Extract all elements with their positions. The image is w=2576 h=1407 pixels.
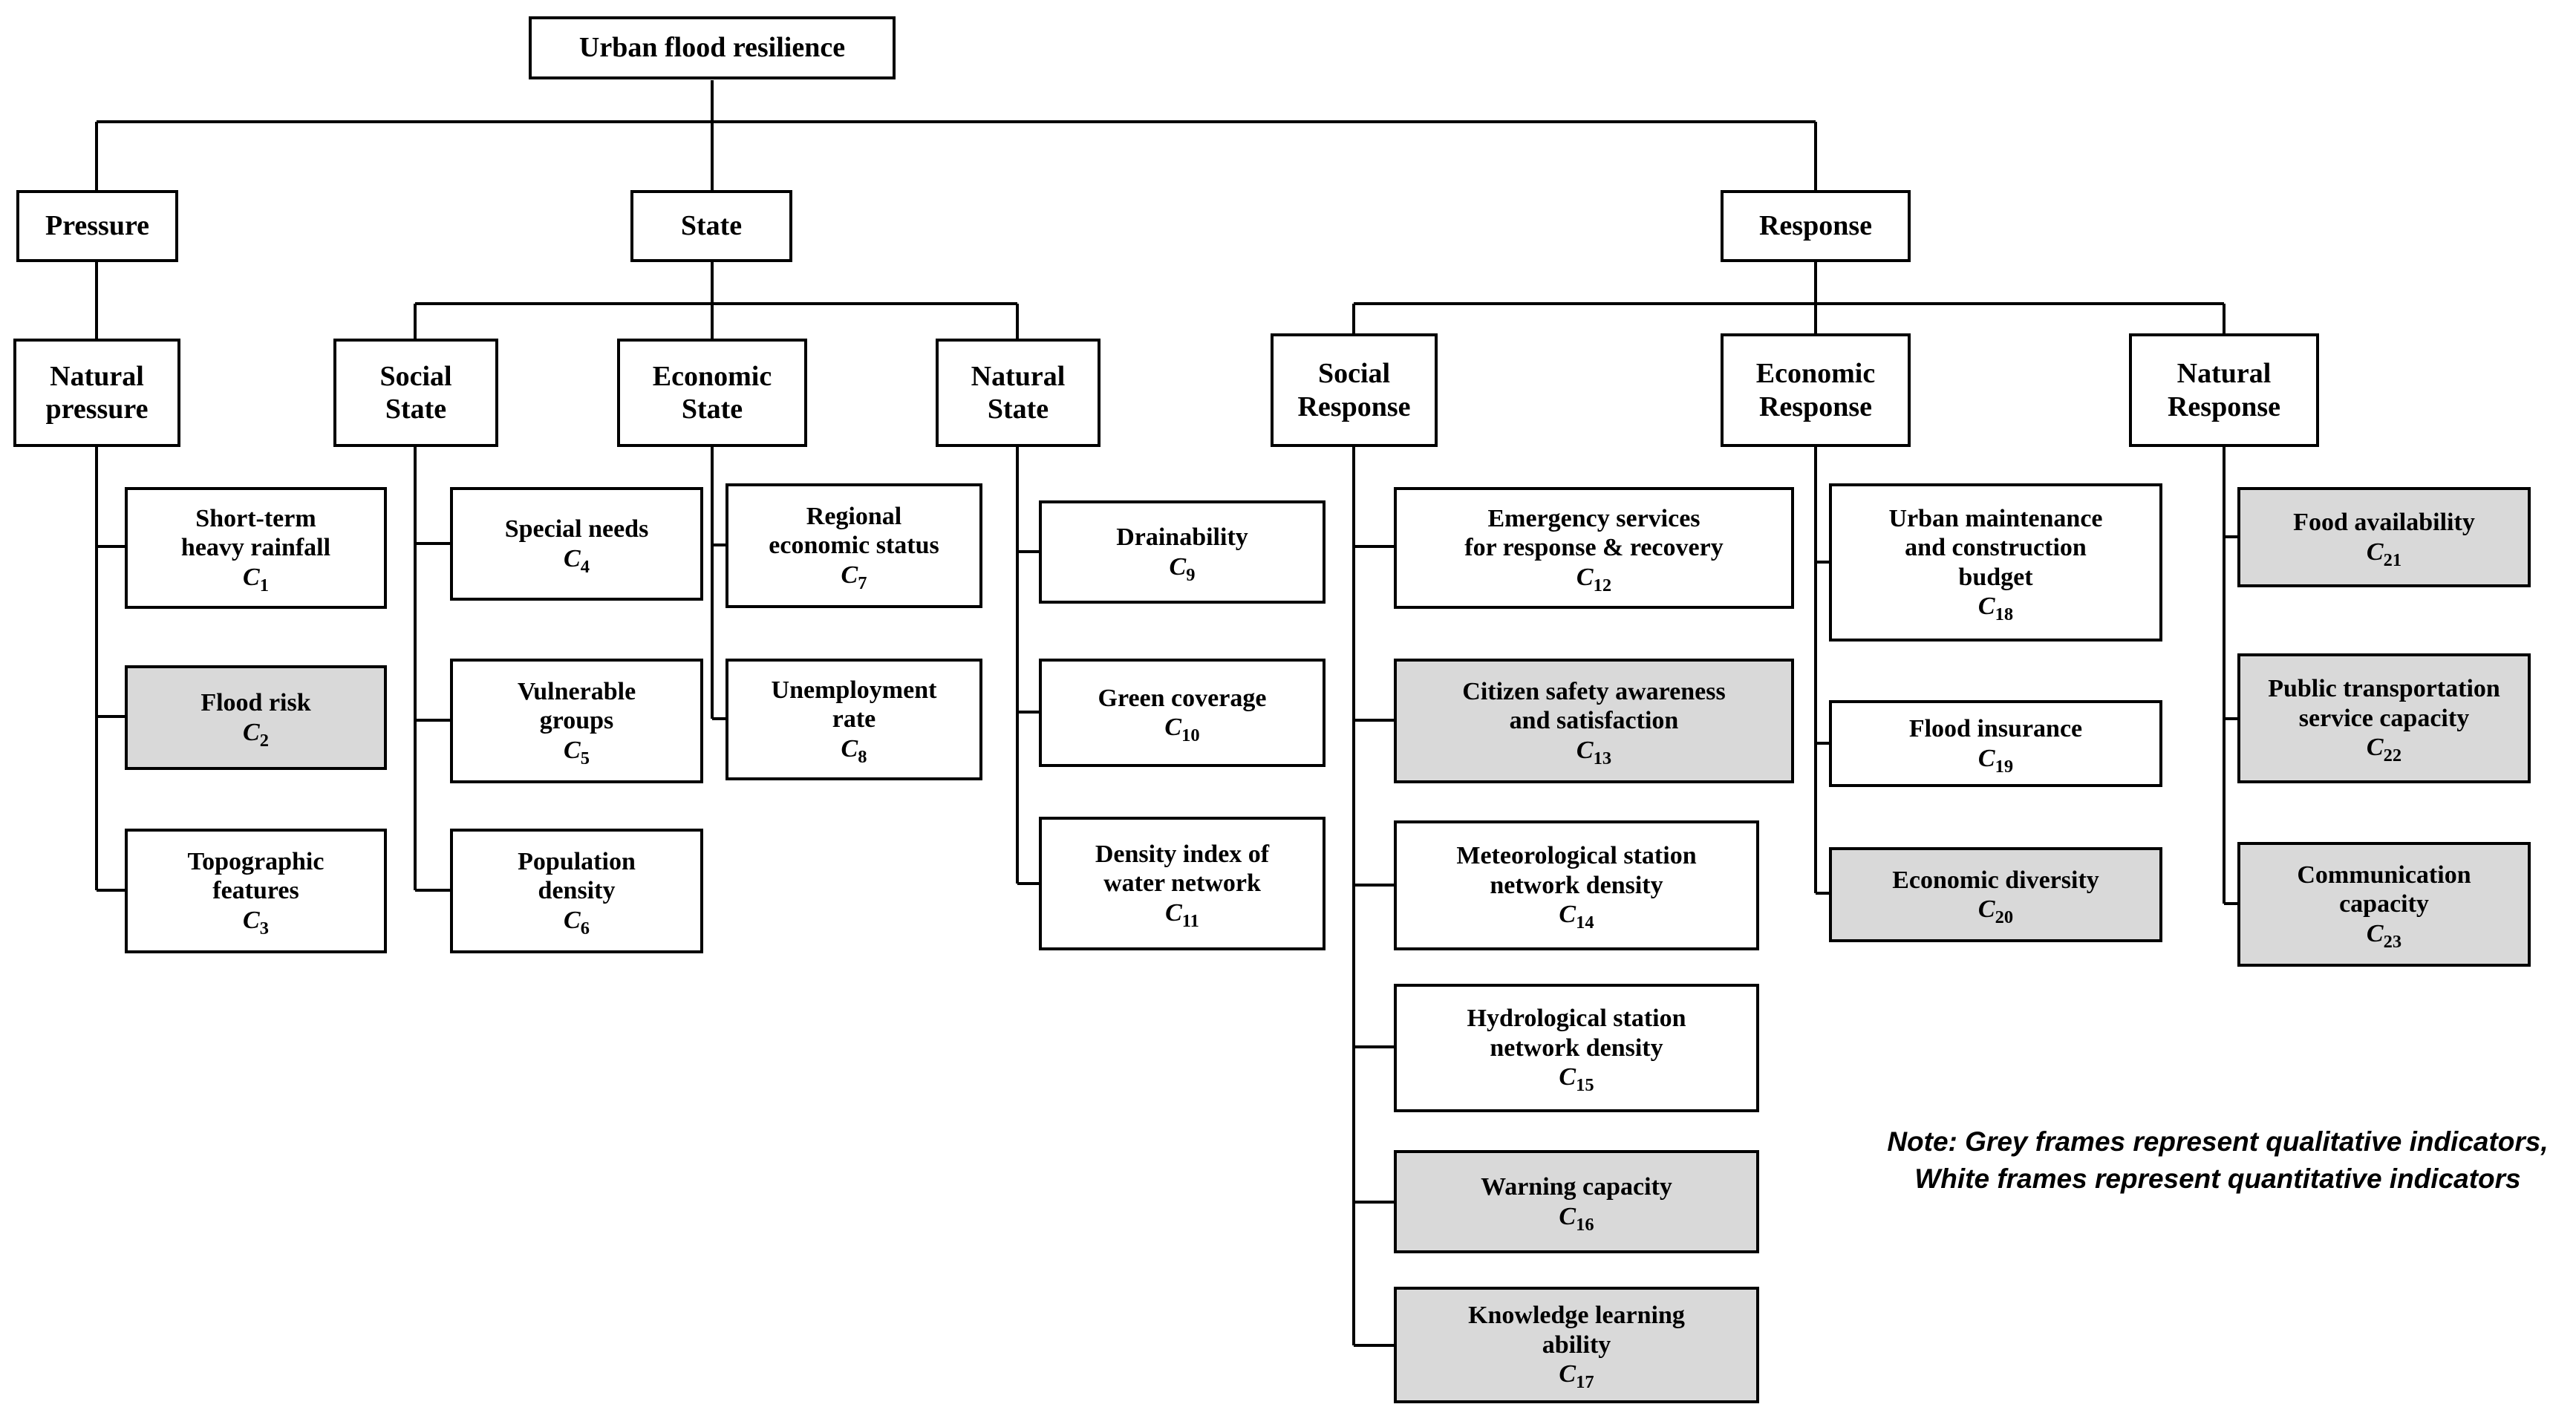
node-label-line: Hydrological station bbox=[1467, 1005, 1686, 1033]
indicator-code-subscript: 13 bbox=[1593, 748, 1612, 768]
node-c12 bbox=[1394, 487, 1794, 609]
indicator-code bbox=[1559, 900, 1594, 933]
indicator-code-subscript: 4 bbox=[580, 556, 590, 577]
node-pressure bbox=[16, 190, 178, 262]
indicator-code-subscript: 18 bbox=[1995, 604, 2014, 624]
node-label-line: ability bbox=[1542, 1331, 1611, 1359]
indicator-code-subscript: 14 bbox=[1576, 913, 1594, 933]
indicator-code-letter: C bbox=[2366, 734, 2384, 762]
node-label-line: State bbox=[681, 394, 743, 425]
node-c13 bbox=[1394, 659, 1794, 783]
node-label-line: Unemployment bbox=[771, 676, 937, 704]
indicator-code-letter: C bbox=[1559, 1360, 1576, 1388]
node-label-line: Economic bbox=[652, 360, 772, 392]
indicator-code bbox=[1977, 895, 2014, 927]
indicator-code-letter: C bbox=[1576, 563, 1594, 591]
node-label-line: Flood risk bbox=[200, 689, 311, 717]
node-label-line: density bbox=[538, 877, 616, 905]
indicator-code-subscript: 22 bbox=[2383, 745, 2402, 766]
indicator-code-letter: C bbox=[243, 718, 260, 746]
indicator-code-letter: C bbox=[841, 561, 858, 589]
node-label-line: Population bbox=[518, 847, 636, 875]
node-response bbox=[1721, 190, 1911, 262]
node-label-line: rate bbox=[832, 705, 876, 734]
node-c15 bbox=[1394, 984, 1759, 1112]
indicator-code-subscript: 21 bbox=[2383, 549, 2402, 570]
node-label-line: service capacity bbox=[2298, 704, 2470, 732]
indicator-code-letter: C bbox=[841, 734, 858, 763]
node-label-line: Drainability bbox=[1116, 523, 1248, 552]
node-label-line: Short-term bbox=[195, 504, 316, 532]
node-label-line: Topographic bbox=[187, 847, 325, 875]
indicator-code-subscript: 17 bbox=[1576, 1372, 1594, 1393]
node-label-line: capacity bbox=[2339, 890, 2429, 918]
node-label-line: network density bbox=[1490, 1034, 1663, 1062]
indicator-code bbox=[1559, 1202, 1594, 1235]
node-c23 bbox=[2237, 842, 2531, 967]
node-label-line: and satisfaction bbox=[1509, 707, 1679, 735]
node-c16 bbox=[1394, 1150, 1759, 1253]
node-label-line: Citizen safety awareness bbox=[1462, 677, 1726, 705]
note-line-1: Note: Grey frames represent qualitative indicators, bbox=[1887, 1126, 2549, 1157]
node-label-line: Green coverage bbox=[1098, 684, 1267, 712]
indicator-code-subscript: 2 bbox=[259, 730, 269, 751]
indicator-code bbox=[564, 544, 590, 577]
node-c18 bbox=[1829, 483, 2162, 642]
node-label-line: water network bbox=[1103, 869, 1261, 898]
node-label-line: network density bbox=[1490, 871, 1663, 899]
indicator-code-letter: C bbox=[1977, 592, 1995, 620]
indicator-code-letter: C bbox=[1169, 552, 1187, 581]
indicator-code-subscript: 3 bbox=[259, 918, 269, 938]
indicator-code-subscript: 20 bbox=[1995, 907, 2014, 927]
node-label-line: Density index of bbox=[1095, 840, 1270, 868]
indicator-code bbox=[1169, 552, 1196, 585]
node-label-line: Natural bbox=[2176, 358, 2272, 390]
node-label-line: Knowledge learning bbox=[1468, 1302, 1685, 1330]
indicator-code-letter: C bbox=[564, 736, 581, 764]
indicator-code bbox=[243, 718, 269, 751]
node-c21 bbox=[2237, 487, 2531, 587]
indicator-code-letter: C bbox=[1165, 898, 1182, 927]
node-label-line: heavy rainfall bbox=[180, 534, 331, 562]
indicator-code-letter: C bbox=[1977, 744, 1995, 772]
indicator-code-letter: C bbox=[1559, 901, 1576, 929]
indicator-code bbox=[1977, 744, 2014, 777]
node-state bbox=[630, 190, 792, 262]
indicator-code bbox=[1164, 713, 1200, 745]
node-label-line: Regional bbox=[806, 502, 902, 530]
indicator-code-letter: C bbox=[2366, 538, 2384, 566]
indicator-code-subscript: 12 bbox=[1593, 575, 1612, 595]
node-label-line: Emergency services bbox=[1487, 504, 1701, 532]
indicator-code bbox=[2366, 919, 2402, 952]
indicator-code-subscript: 5 bbox=[580, 748, 590, 768]
indicator-code bbox=[2366, 538, 2402, 570]
node-label-line: Response bbox=[1758, 391, 1873, 422]
node-label-line: Warning capacity bbox=[1481, 1173, 1672, 1201]
indicator-code bbox=[841, 561, 867, 593]
node-c11 bbox=[1039, 817, 1326, 950]
node-social_state bbox=[333, 339, 498, 447]
node-c4 bbox=[450, 487, 703, 601]
node-c14 bbox=[1394, 820, 1759, 950]
node-c22 bbox=[2237, 653, 2531, 783]
node-label-line: economic status bbox=[769, 532, 939, 560]
indicator-code bbox=[1576, 563, 1612, 595]
indicator-code bbox=[564, 736, 590, 768]
note-line-2: White frames represent quantitative indicators bbox=[1914, 1163, 2521, 1194]
indicator-code-subscript: 6 bbox=[580, 918, 590, 938]
node-label-line: State bbox=[680, 210, 743, 242]
node-c6 bbox=[450, 829, 703, 953]
node-natural_state bbox=[936, 339, 1100, 447]
indicator-code-subscript: 9 bbox=[1186, 564, 1196, 585]
indicator-code-letter: C bbox=[2366, 919, 2384, 947]
indicator-code-letter: C bbox=[1559, 1202, 1576, 1230]
node-label-line: budget bbox=[1958, 563, 2033, 591]
indicator-code-letter: C bbox=[564, 906, 581, 934]
indicator-code-subscript: 15 bbox=[1576, 1075, 1594, 1096]
legend-note bbox=[1834, 1123, 2576, 1198]
node-label-line: State bbox=[385, 394, 447, 425]
node-c10 bbox=[1039, 659, 1326, 767]
node-label-line: Natural bbox=[971, 360, 1066, 392]
indicator-code-subscript: 16 bbox=[1576, 1214, 1594, 1235]
node-label-line: Urban maintenance bbox=[1888, 504, 2103, 532]
node-label-line: Flood insurance bbox=[1908, 715, 2083, 743]
node-label-line: Vulnerable bbox=[517, 677, 636, 705]
indicator-code bbox=[243, 906, 269, 938]
indicator-code-subscript: 19 bbox=[1995, 756, 2014, 777]
node-label-line: Response bbox=[1297, 391, 1411, 422]
indicator-code bbox=[2366, 733, 2402, 766]
indicator-code-letter: C bbox=[1576, 736, 1594, 764]
node-label-line: Food availability bbox=[2293, 509, 2475, 537]
node-label-line: groups bbox=[539, 707, 614, 735]
indicator-code-letter: C bbox=[1559, 1063, 1576, 1091]
indicator-code-letter: C bbox=[1164, 714, 1182, 741]
node-label-line: features bbox=[212, 877, 299, 905]
indicator-code bbox=[1977, 592, 2014, 624]
node-label-line: and construction bbox=[1905, 534, 2087, 562]
node-label-line: Response bbox=[2167, 391, 2281, 422]
node-social_response bbox=[1271, 333, 1438, 447]
node-label-line: Communication bbox=[2297, 861, 2471, 889]
indicator-code-subscript: 1 bbox=[259, 575, 269, 595]
node-c2 bbox=[125, 665, 387, 770]
node-label-line: State bbox=[987, 394, 1049, 425]
node-economic_response bbox=[1721, 333, 1911, 447]
node-c9 bbox=[1039, 500, 1326, 604]
indicator-code-letter: C bbox=[564, 544, 581, 572]
indicator-code-subscript: 7 bbox=[858, 572, 867, 593]
indicator-code-subscript: 10 bbox=[1181, 725, 1200, 745]
node-label-line: Pressure bbox=[45, 210, 149, 242]
indicator-code-letter: C bbox=[243, 906, 260, 934]
indicator-code bbox=[564, 906, 590, 938]
node-label-line: Special needs bbox=[504, 515, 649, 543]
node-label-line: Economic diversity bbox=[1892, 866, 2099, 894]
indicator-code-letter: C bbox=[1977, 895, 1995, 923]
indicator-code-letter: C bbox=[243, 563, 260, 591]
node-c19 bbox=[1829, 700, 2162, 787]
node-label-line: Public transportation bbox=[2268, 675, 2500, 703]
indicator-code bbox=[1576, 736, 1612, 768]
node-label-line: Social bbox=[379, 360, 452, 392]
indicator-code bbox=[1165, 898, 1199, 931]
indicator-code-subscript: 23 bbox=[2383, 931, 2402, 952]
indicator-code bbox=[841, 734, 867, 767]
node-c1 bbox=[125, 487, 387, 609]
node-label-line: Economic bbox=[1755, 358, 1876, 390]
node-label-line: Urban flood resilience bbox=[578, 32, 846, 64]
indicator-code bbox=[1559, 1062, 1594, 1096]
indicator-code bbox=[243, 563, 269, 595]
node-label-line: Meteorological station bbox=[1456, 842, 1697, 870]
node-natural_response bbox=[2129, 333, 2319, 447]
node-root bbox=[529, 16, 896, 79]
indicator-code bbox=[1559, 1359, 1594, 1393]
indicator-code-subscript: 11 bbox=[1181, 910, 1199, 931]
node-c20 bbox=[1829, 847, 2162, 942]
node-label-line: pressure bbox=[45, 394, 149, 425]
node-label-line: Social bbox=[1317, 358, 1391, 390]
node-c7 bbox=[725, 483, 982, 608]
node-economic_state bbox=[617, 339, 807, 447]
node-c17 bbox=[1394, 1287, 1759, 1403]
indicator-code-subscript: 8 bbox=[858, 746, 867, 767]
node-c5 bbox=[450, 659, 703, 783]
node-natural_pressure bbox=[13, 339, 180, 447]
node-c8 bbox=[725, 659, 982, 780]
node-label-line: for response & recovery bbox=[1464, 534, 1724, 562]
node-c3 bbox=[125, 829, 387, 953]
node-label-line: Response bbox=[1758, 210, 1873, 242]
node-label-line: Natural bbox=[50, 360, 144, 392]
